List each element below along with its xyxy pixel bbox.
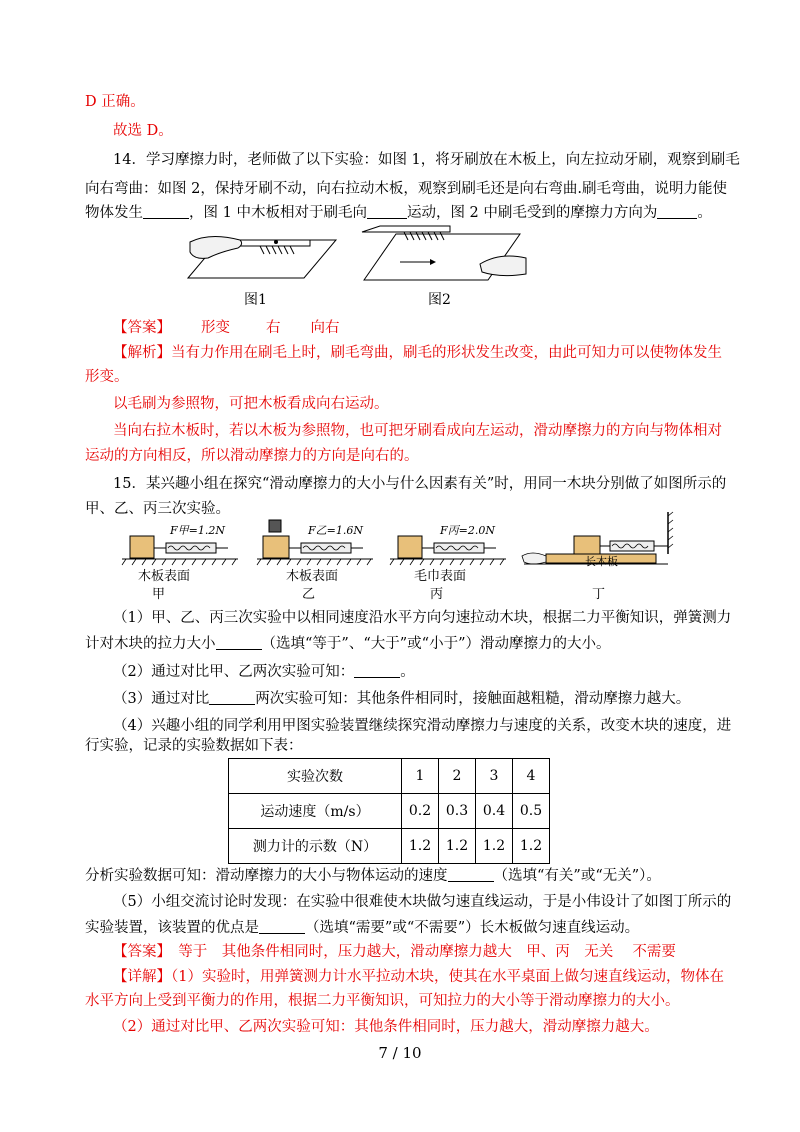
q15-part1-line2: 计对木块的拉力大小 （选填“等于”、“大于”或“小于”）滑动摩擦力的大小。	[85, 636, 611, 652]
q14-figure-1	[180, 218, 340, 286]
table-cell: 测力计的示数（N）	[229, 829, 402, 864]
q15-force-jia: F甲=1.2N	[170, 524, 225, 537]
q14-analysis-line2: 形变。	[85, 369, 129, 385]
table-row	[229, 759, 550, 794]
table-cell: 3	[476, 759, 513, 794]
q15-part1-line1: （1）甲、乙、丙三次实验中以相同速度沿水平方向匀速拉动木块，根据二力平衡知识，弹簧测力	[113, 610, 732, 626]
table-cell: 0.4	[476, 794, 513, 829]
prev-answer-line: D 正确。	[85, 94, 145, 110]
table-cell: 1.2	[476, 829, 513, 864]
q14-answer: 【答案】 形变 右 向右	[113, 320, 340, 336]
q14-text-line2: 向右弯曲：如图 2，保持牙刷不动，向右拉动木板，观察到刷毛还是向右弯曲.刷毛弯曲，说明力能使	[85, 181, 727, 197]
q15-detail-line1: 【详解】（1）实验时，用弹簧测力计水平拉动木块，使其在水平桌面上做匀速直线运动，物体在	[113, 969, 724, 985]
table-cell: 2	[439, 759, 476, 794]
q15-answer: 【答案】 等于 其他条件相同时，压力越大，滑动摩擦力越大 甲、丙 无关 不需要	[113, 944, 676, 960]
prev-answer-choice: 故选 D。	[113, 123, 173, 139]
table-cell: 1.2	[439, 829, 476, 864]
q15-force-bing: F丙=2.0N	[440, 524, 495, 537]
q15-surface-yi: 木板表面	[286, 569, 339, 584]
table-cell: 1	[402, 759, 439, 794]
table-cell: 运动速度（m/s）	[229, 794, 402, 829]
table-cell: 1.2	[402, 829, 439, 864]
q14-analysis-line3: 以毛刷为参照物，可把木板看成向右运动。	[113, 396, 389, 412]
q15-part4-line1: （4）兴趣小组的同学利用甲图实验装置继续探究滑动摩擦力与速度的关系，改变木块的速度，进	[113, 718, 732, 734]
q15-surface-bing: 毛巾表面	[414, 569, 467, 584]
q14-text-line3: 物体发生 ，图 1 中木板相对于刷毛向 运动，图 2 中刷毛受到的摩擦力方向为 。	[85, 205, 712, 221]
q15-label-jia: 甲	[152, 587, 166, 602]
q15-label-bing: 丙	[430, 587, 444, 602]
q15-text-line1: 15．某兴趣小组在探究“滑动摩擦力的大小与什么因素有关”时，用同一木块分别做了如图所示的	[113, 476, 727, 492]
q14-analysis-line5: 运动的方向相反，所以滑动摩擦力的方向是向右的。	[85, 448, 419, 464]
table-cell: 实验次数	[229, 759, 402, 794]
page-number: 7 / 10	[378, 1044, 422, 1062]
q15-part5-line2: 实验装置，该装置的优点是 （选填“需要”或“不需要”）长木板做匀速直线运动。	[85, 920, 640, 936]
q14-analysis-line1: 【解析】当有力作用在刷毛上时，刷毛弯曲，刷毛的形状发生改变，由此可知力可以使物体发生	[113, 345, 722, 361]
q15-part5-line1: （5）小组交流讨论时发现：在实验中很难使木块做匀速直线运动，于是小伟设计了如图丁所示的	[113, 894, 732, 910]
q15-data-table	[228, 758, 550, 864]
q15-label-yi: 乙	[302, 587, 316, 602]
q15-text-line2: 甲、乙、丙三次实验。	[85, 501, 230, 517]
q15-blank-1[interactable]	[216, 635, 262, 650]
q15-part4-conclusion: 分析实验数据可知：滑动摩擦力的大小与物体运动的速度 （选填“有关”或“无关”）。	[85, 868, 661, 884]
q14-figure-2-caption: 图2	[428, 292, 451, 308]
table-cell: 0.2	[402, 794, 439, 829]
table-row	[229, 794, 550, 829]
table-cell: 0.5	[513, 794, 550, 829]
q15-blank-5[interactable]	[259, 919, 305, 934]
q15-part2: （2）通过对比甲、乙两次实验可知： 。	[113, 664, 415, 680]
table-cell: 4	[513, 759, 550, 794]
q15-surface-ding: 长木板	[585, 555, 618, 568]
table-row	[229, 829, 550, 864]
q14-blank-1[interactable]	[143, 204, 189, 219]
table-cell: 1.2	[513, 829, 550, 864]
table-cell: 0.3	[439, 794, 476, 829]
q14-blank-2[interactable]	[367, 204, 407, 219]
q15-detail-line3: （2）通过对比甲、乙两次实验可知：其他条件相同时，压力越大，滑动摩擦力越大。	[113, 1019, 659, 1035]
q15-detail-line2: 水平方向上受到平衡力的作用，根据二力平衡知识，可知拉力的大小等于滑动摩擦力的大小。	[85, 993, 680, 1009]
q14-figure-1-caption: 图1	[244, 292, 267, 308]
q15-part3: （3）通过对比 两次实验可知：其他条件相同时，接触面越粗糙，滑动摩擦力越大。	[113, 691, 691, 707]
q15-label-ding: 丁	[592, 587, 606, 602]
q15-surface-jia: 木板表面	[138, 569, 191, 584]
q15-blank-3[interactable]	[209, 690, 255, 705]
q15-part4-line2: 行实验，记录的实验数据如下表：	[85, 738, 303, 754]
q15-force-yi: F乙=1.6N	[308, 524, 363, 537]
q15-blank-4[interactable]	[448, 867, 494, 882]
q14-blank-3[interactable]	[657, 204, 697, 219]
q14-text-line1: 14．学习摩擦力时，老师做了以下实验：如图 1，将牙刷放在木板上，向左拉动牙刷，观察到刷毛	[113, 152, 740, 168]
q15-blank-2[interactable]	[354, 663, 400, 678]
q14-figure-2	[360, 222, 530, 288]
q14-analysis-line4: 当向右拉木板时，若以木板为参照物，也可把牙刷看成向左运动，滑动摩擦力的方向与物体相对	[113, 423, 722, 439]
